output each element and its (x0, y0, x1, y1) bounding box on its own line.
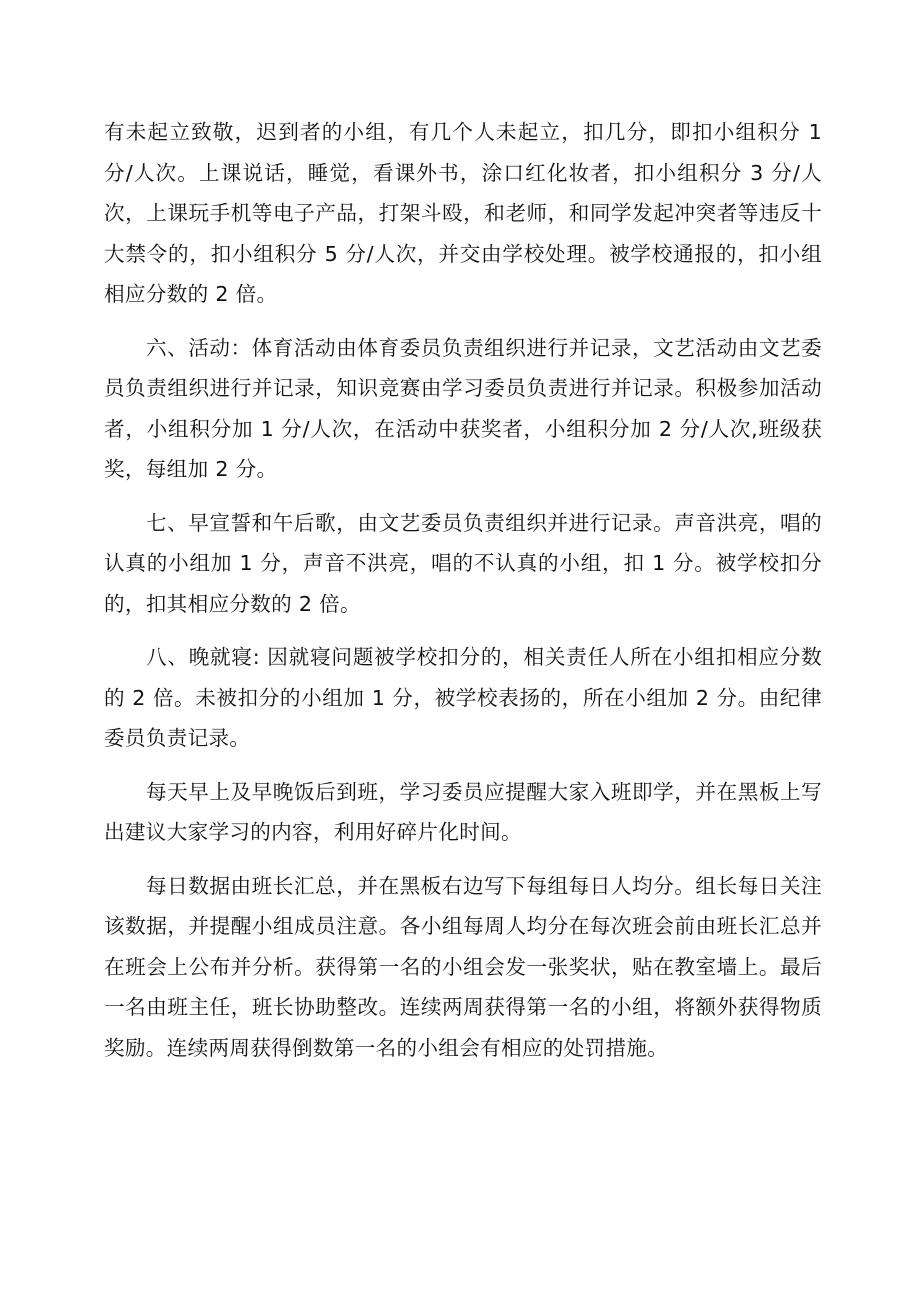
paragraph-rules-continuation: 有未起立致敬，迟到者的小组，有几个人未起立，扣几分，即扣小组积分 1 分/人次。上课说话，睡觉，看课外书，涂口红化妆者，扣小组积分 3 分/人次，上课玩手机等电子产品，打架斗殴，和老师，和同学发起冲突者等违反十大禁令的，扣小组积分 5 分/人次，并交由学校处理。被学校通报的，扣小组相应分数的 2 倍。 (104, 120, 822, 306)
document-body (104, 112, 822, 1081)
paragraph-daily-study: 每天早上及早晚饭后到班，学习委员应提醒大家入班即学，并在黑板上写出建议大家学习的内容，利用好碎片化时间。 (104, 779, 822, 844)
paragraph-daily-data: 每日数据由班长汇总，并在黑板右边写下每组每日人均分。组长每日关注该数据，并提醒小组成员注意。各小组每周人均分在每次班会前由班长汇总并在班会上公布并分析。获得第一名的小组会发一张奖状，贴在教室墙上。最后一名由班主任，班长协助整改。连续两周获得第一名的小组，将额外获得物质奖励。连续两周获得倒数第一名的小组会有相应的处罚措施。 (104, 873, 822, 1060)
paragraph-section-8-bedtime: 八、晚就寝: 因就寝问题被学校扣分的，相关责任人所在小组扣相应分数的 2 倍。未被扣分的小组加 1 分，被学校表扬的，所在小组加 2 分。由纪律委员负责记录。 (104, 645, 822, 750)
paragraph-section-7-singing: 七、早宣誓和午后歌，由文艺委员负责组织并进行记录。声音洪亮，唱的认真的小组加 1 分，声音不洪亮，唱的不认真的小组，扣 1 分。被学校扣分的，扣其相应分数的 2 倍。 (104, 510, 822, 616)
paragraph-section-6-activities: 六、活动：体育活动由体育委员负责组织进行并记录，文艺活动由文艺委员负责组织进行并记录，知识竞赛由学习委员负责进行并记录。积极参加活动者，小组积分加 1 分/人次，在活动中获奖者，小组积分加 2 分/人次,班级获奖，每组加 2 分。 (104, 335, 822, 481)
